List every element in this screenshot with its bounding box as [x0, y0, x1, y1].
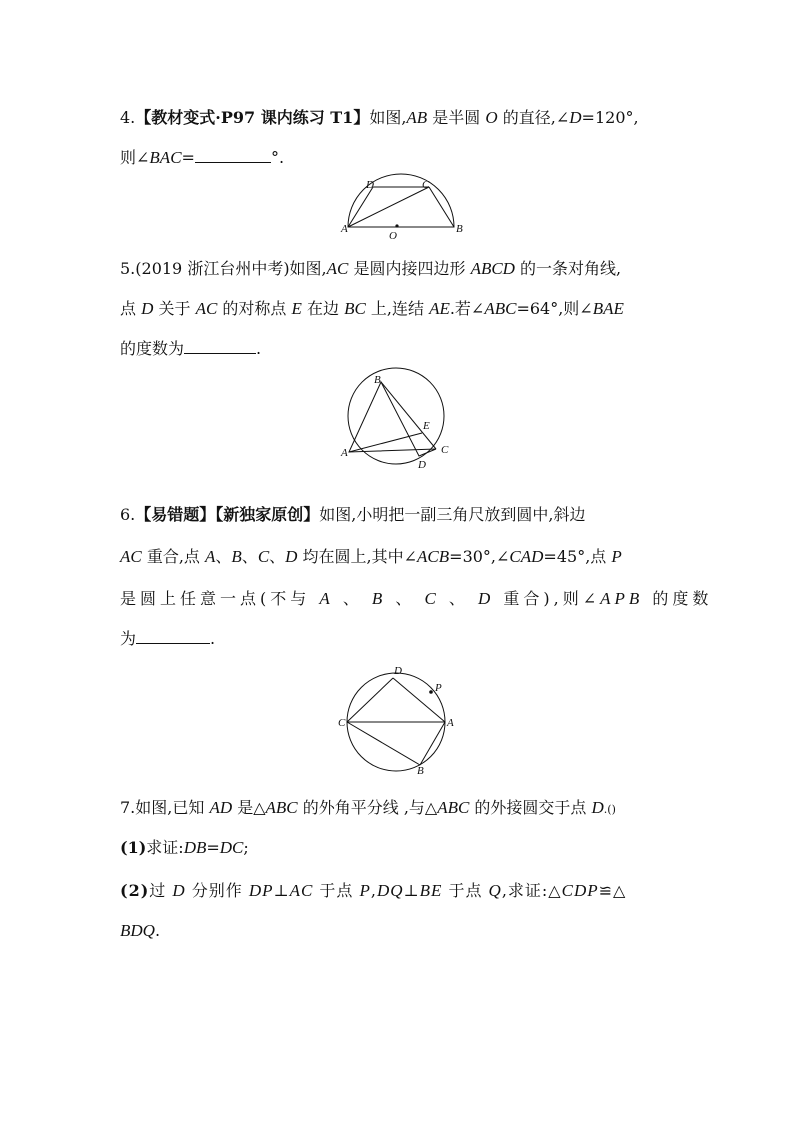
q7-text: ,求证:△	[501, 881, 562, 900]
q7-text: ⊥	[403, 881, 420, 900]
q4-answer-blank[interactable]	[195, 148, 271, 163]
q4-var: D	[569, 108, 582, 127]
q7-text: ,	[370, 881, 377, 900]
q6-tag: 【新独家原创】	[215, 505, 320, 524]
q6-text: 、	[215, 547, 232, 566]
q5-text: .	[256, 339, 262, 358]
q7-part2	[120, 880, 626, 902]
q5-var: AC	[195, 299, 218, 318]
q7-text: ;	[243, 838, 249, 857]
q4-number: 4.	[120, 108, 136, 127]
q6-line1	[120, 504, 585, 526]
q6-line2	[120, 546, 622, 568]
label-e: E	[423, 420, 430, 432]
q6-answer-blank[interactable]	[136, 629, 210, 644]
q7-text: =	[206, 838, 220, 857]
q7-text: 如图,已知	[135, 798, 210, 817]
segment-ba	[420, 722, 445, 765]
q7-text: .	[154, 921, 161, 940]
label-c: C	[422, 179, 430, 191]
q7-var: CDP	[561, 881, 599, 900]
q4-text: 则∠	[120, 148, 150, 167]
q6-line4	[120, 628, 215, 650]
q4-line2	[120, 147, 284, 169]
q4-text: =	[181, 148, 195, 167]
q7-text: 的外接圆交于点	[469, 798, 592, 817]
q6-var: P	[611, 547, 622, 566]
q6-figure	[335, 662, 465, 782]
q4-var: AB	[406, 108, 428, 127]
q5-text: 上,连结	[365, 299, 430, 318]
q6-var: B	[371, 589, 387, 608]
q5-var: BAE	[592, 299, 624, 318]
q7-var: ABC	[437, 798, 470, 817]
q5-answer-blank[interactable]	[184, 339, 256, 354]
q7-var: Q	[488, 881, 502, 900]
q4-text: =120°,	[581, 108, 639, 127]
q6-text: 均在圆上,其中∠	[297, 547, 418, 566]
q7-var: DQ	[376, 881, 404, 900]
q4-text: °.	[270, 148, 285, 167]
q6-var: A	[205, 547, 216, 566]
q7-text: 分别作	[185, 881, 249, 900]
q6-var: A	[319, 589, 334, 608]
q7-text: .()	[603, 803, 616, 816]
q5-var: ABC	[484, 299, 517, 318]
q6-var: ACB	[417, 547, 450, 566]
q5-var: ABCD	[470, 259, 515, 278]
q6-text: 的度数	[643, 589, 713, 608]
label-p: P	[435, 682, 442, 694]
q4-var: O	[485, 108, 498, 127]
q6-text: .	[210, 629, 216, 648]
q6-text: 重合),则∠	[494, 589, 601, 608]
q7-var: P	[359, 881, 371, 900]
label-o: O	[389, 230, 397, 242]
segment-cd	[347, 678, 393, 722]
q6-var: D	[285, 547, 298, 566]
q6-text: 、	[386, 589, 425, 608]
q5-text: 的对称点	[217, 299, 292, 318]
label-b: B	[374, 374, 381, 386]
q5-number: 5.	[120, 259, 136, 278]
q5-var: D	[141, 299, 154, 318]
q6-text: 、	[269, 547, 286, 566]
q6-text: =45°,点	[543, 547, 612, 566]
q6-text: 、	[333, 589, 372, 608]
label-c: C	[441, 444, 449, 456]
q4-line1	[120, 107, 639, 129]
q4-figure	[340, 178, 463, 242]
quad-abcd	[349, 382, 436, 456]
q5-text: 的一条对角线,	[514, 259, 622, 278]
q4-text: 是半圆	[427, 108, 486, 127]
q5-var: BC	[344, 299, 366, 318]
q4-var: BAC	[149, 148, 182, 167]
label-d: D	[394, 665, 402, 677]
q7-text: 是△	[232, 798, 266, 817]
q5-text: 在边	[301, 299, 345, 318]
q5-text: 的度数为	[120, 339, 185, 358]
label-d: D	[418, 459, 426, 471]
label-a: A	[447, 717, 454, 729]
q4-text: 如图,	[369, 108, 407, 127]
point-p	[429, 690, 433, 694]
q6-text: 、	[439, 589, 479, 608]
q7-text: 于点	[442, 881, 489, 900]
q5-line1	[120, 258, 621, 280]
q7-line1	[120, 797, 616, 821]
q6-text: 重合,点	[141, 547, 205, 566]
q7-part1	[120, 837, 249, 859]
q5-text: .若∠	[449, 299, 485, 318]
q6-var: D	[478, 589, 495, 608]
q7-var: AD	[209, 798, 233, 817]
q7-var: DP	[248, 881, 274, 900]
q6-var: APB	[600, 589, 644, 608]
q7-var: D	[591, 798, 604, 817]
label-d: D	[366, 179, 374, 191]
q4-source-tag: 【教材变式·P97 课内练习 T1】	[135, 108, 370, 127]
q7-part-number: (2)	[120, 881, 150, 900]
q6-var: C	[257, 547, 270, 566]
q7-text: ≌△	[598, 881, 627, 900]
q7-var: BE	[419, 881, 443, 900]
segment-ae	[349, 433, 422, 452]
q7-var: DC	[219, 838, 244, 857]
q5-text: (2019 浙江台州中考)如图,	[135, 259, 327, 278]
q6-text: 如图,小明把一副三角尺放到圆中,斜边	[319, 505, 586, 524]
q5-var: AC	[326, 259, 349, 278]
q5-var: AE	[429, 299, 450, 318]
q6-line3	[120, 588, 712, 610]
q7-text: 于点	[313, 881, 360, 900]
label-b: B	[456, 223, 463, 235]
label-a: A	[341, 223, 348, 235]
q6-text: 是圆上任意一点(不与	[120, 589, 320, 608]
q7-text: 求证:	[146, 838, 184, 857]
q4-text: 的直径,∠	[497, 108, 570, 127]
q5-line2	[120, 298, 624, 320]
label-b: B	[417, 765, 424, 777]
segment-cb	[347, 722, 420, 765]
q7-var: D	[172, 881, 186, 900]
q6-var: C	[424, 589, 440, 608]
q6-tag: 【易错题】	[135, 505, 216, 524]
q7-var: BDQ	[120, 921, 155, 940]
q6-var: B	[231, 547, 242, 566]
q6-var: AC	[120, 547, 142, 566]
q7-text: ⊥	[273, 881, 290, 900]
q6-text: 、	[241, 547, 258, 566]
q7-text: 的外角平分线 ,与△	[297, 798, 438, 817]
segment-bc	[381, 382, 436, 449]
q5-text: =64°,则∠	[516, 299, 593, 318]
label-a: A	[341, 447, 348, 459]
q7-var: ABC	[265, 798, 298, 817]
q7-var: DB	[183, 838, 207, 857]
q7-part-number: (1)	[120, 838, 147, 857]
q5-figure	[340, 373, 470, 471]
q5-text: 是圆内接四边形	[348, 259, 471, 278]
q5-text: 点	[120, 299, 142, 318]
q5-var: E	[291, 299, 302, 318]
center-point	[395, 224, 398, 227]
q6-number: 6.	[120, 505, 136, 524]
label-c: C	[338, 717, 346, 729]
q6-var: CAD	[509, 547, 544, 566]
q7-text: 过	[149, 881, 173, 900]
q7-part2-cont	[120, 920, 160, 942]
q6-text: =30°,∠	[449, 547, 510, 566]
q7-number: 7.	[120, 798, 136, 817]
q6-text: 为	[120, 629, 137, 648]
q7-var: AC	[289, 881, 314, 900]
q5-line3	[120, 338, 261, 360]
q5-text: 关于	[153, 299, 196, 318]
